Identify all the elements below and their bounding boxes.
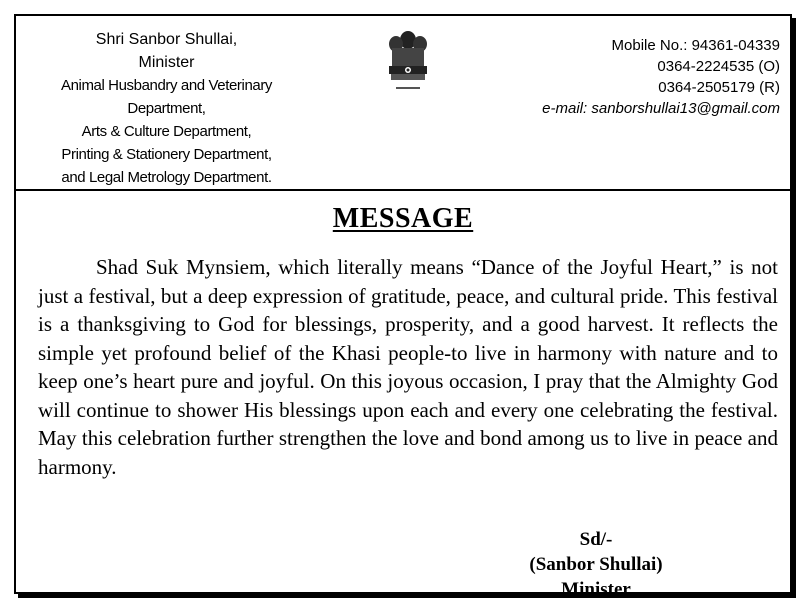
residence-phone: 0364-2505179 (R) xyxy=(658,79,780,96)
state-emblem-icon xyxy=(380,28,436,94)
page-title: MESSAGE xyxy=(332,203,474,234)
email-address: e-mail: sanborshullai13@gmail.com xyxy=(542,100,780,117)
mobile-number: Mobile No.: 94361-04339 xyxy=(611,37,780,54)
signature-sd: Sd/- xyxy=(579,529,613,550)
sender-name: Shri Sanbor Shullai, xyxy=(95,31,238,48)
department-line: Animal Husbandry and Veterinary xyxy=(60,77,273,94)
department-line: Printing & Stationery Department, xyxy=(61,146,272,163)
contact-block xyxy=(480,35,780,119)
signature-name: (Sanbor Shullai) xyxy=(529,554,663,575)
signature-title: Minister xyxy=(561,579,631,600)
message-text: Shad Suk Mynsiem, which literally means “Dance of the Joyful Heart,” is not just a festival, but a deep expression of gratitude, peace, and cultural pride. This festival is a thanksgiving to God for blessings, prosperity, and a good harvest. It reflects the simple yet profound belief of the Khasi people-to live in harmony with nature and to keep one’s heart pure and joyful. On this joyous occasion, I pray that the Almighty God will continue to shower His blessings upon each and every one celebrating the festival. May this celebration further strengthen the love and bond among us to live in peace and harmony. xyxy=(38,255,778,479)
office-phone: 0364-2224535 (O) xyxy=(657,58,780,75)
department-line: Department, xyxy=(127,100,206,117)
letter-frame xyxy=(14,14,792,600)
sender-block xyxy=(34,28,299,189)
letterhead xyxy=(16,16,790,191)
department-line: and Legal Metrology Department. xyxy=(61,169,272,186)
department-line: Arts & Culture Department, xyxy=(81,123,252,140)
signature-block xyxy=(496,527,696,602)
sender-role: Minister xyxy=(138,54,195,71)
